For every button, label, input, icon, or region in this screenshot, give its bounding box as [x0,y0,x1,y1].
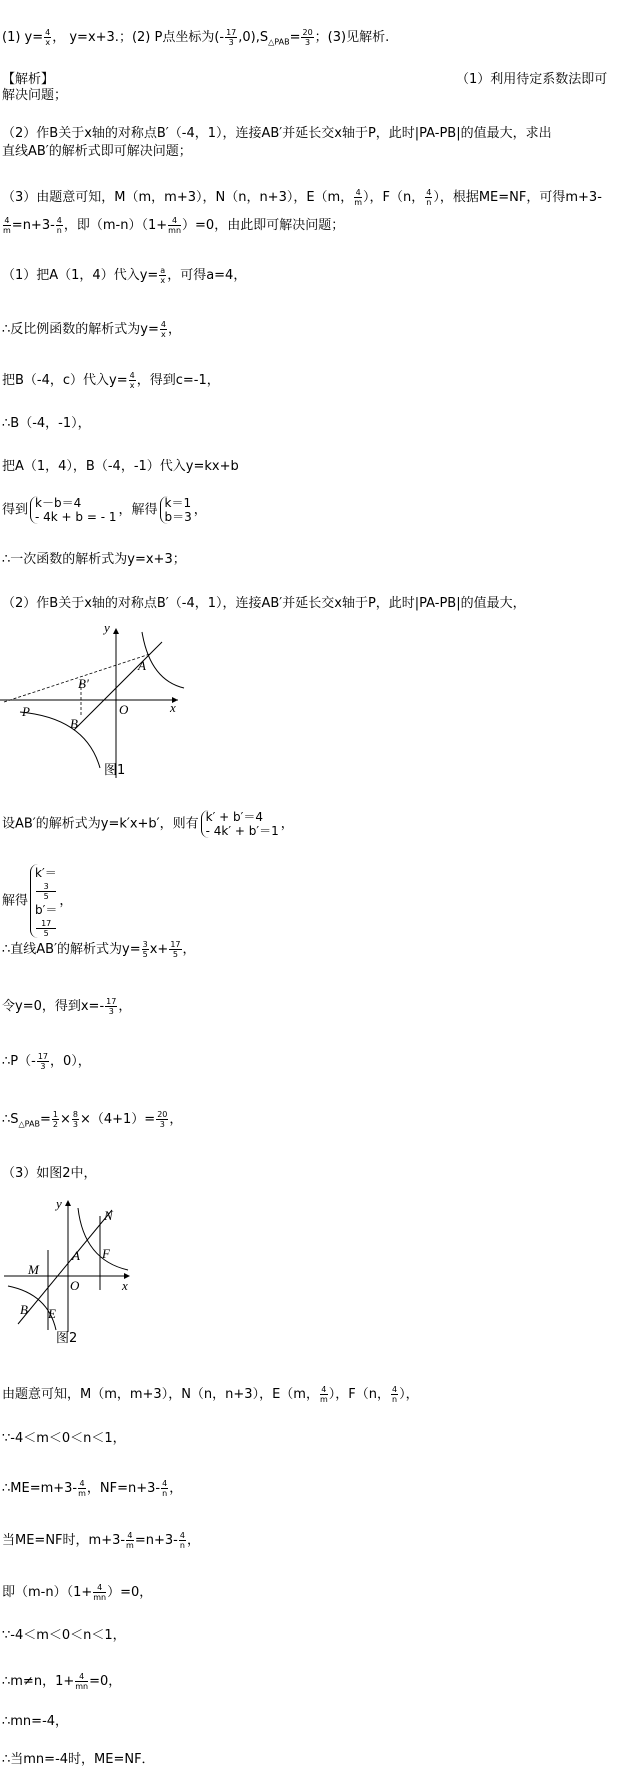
label-x: x [170,700,176,715]
fraction: $\frac{4}{x}$ [45,28,51,47]
hyperbola-branch-1 [142,632,184,688]
equation-solution: k＝1 b＝3 [160,496,192,524]
line-ab-prime [4,654,150,702]
solution-step-1: （1）把A（1，4）代入y= $\frac{a}{x}$ ，可得a=4， [2,266,247,285]
solution-step-2: ∴反比例函数的解析式为y= $\frac{4}{x}$ ， [2,320,181,339]
solution-step-15: （3）如图2中， [2,1166,97,1181]
fraction: $\frac{17}{3}$ [226,28,237,47]
solution-step-3: 把B（-4，c）代入y= $\frac{4}{x}$ ，得到c=-1， [2,371,220,390]
analysis-part3-line2: $\frac{4}{m}$ =n+3- $\frac{4}{n}$ ，即（m-n）（1+ $\frac{4}{mn}$ ）=0，由此即可解决问题； [3,216,345,235]
solution-step-8: （2）作B关于x轴的对称点B′（-4，1），连接AB′并延长交x轴于P，此时|PA-PB|的值最大， [2,596,526,611]
solution-step-7: ∴一次函数的解析式为y=x+3； [2,552,186,567]
label-bprime: B′ [78,676,89,691]
label-y: y [104,620,110,635]
label-b: B [20,1302,28,1317]
solution-step-9: 设AB′的解析式为y=k′x+b′，则有 k′ + b′＝4 - 4k′ + b′＝1 ， [2,810,294,838]
label-f: F [102,1246,110,1261]
y-axis-arrow [65,1200,71,1206]
equation-system: k－b＝4 - 4k + b = - 1 [30,496,117,524]
solution-step-4: ∴B（-4，-1）， [2,416,91,431]
label-m: M [28,1262,39,1277]
label-p: P [22,704,30,719]
solution-step-23: ∴mn=-4， [2,1714,69,1729]
solution-step-12: 令y=0，得到x=- $\frac{17}{3}$ ， [2,997,132,1016]
solution-step-6: 得到 k－b＝4 - 4k + b = - 1 ，解得 k＝1 b＝3 ， [2,496,207,524]
solution-step-22: ∴m≠n，1+ $\frac{4}{mn}$ =0， [2,1672,122,1691]
label-y: y [56,1196,62,1211]
solution-step-17: ∵-4＜m＜0＜n＜1， [2,1431,126,1446]
y-axis-arrow [113,628,119,634]
label-a: A [138,658,146,673]
analysis-part1: （1）利用待定系数法即可 [456,72,608,87]
caption-fig1: 图1 [104,763,126,778]
equation-solution: k′＝ 3 5 b′＝ 17 5 [30,864,57,938]
solution-step-16: 由题意可知，M（m，m+3），N（n，n+3），E（m， $\frac{4}{m}$ ），F（n， $\frac{4}{n}$ ）， [2,1385,419,1404]
equation-system: k′ + b′＝4 - 4k′ + b′＝1 [201,810,279,838]
solution-step-18: ∴ME=m+3- $\frac{4}{m}$ ，NF=n+3- $\frac{4}{n}$ ， [2,1479,183,1498]
fraction: $\frac{20}{3}$ [302,28,313,47]
label-o: O [119,702,129,717]
analysis-heading: 【解析】 [2,72,55,87]
label-a: A [72,1248,80,1263]
analysis-part2-line1: （2）作B关于x轴的对称点B′（-4，1），连接AB′并延长交x轴于P，此时|PA-PB|的值最大，求出 [2,126,552,141]
solution-step-10: 解得 k′＝ 3 5 b′＝ 17 5 ， [2,866,73,938]
label-e: E [48,1306,56,1321]
solution-step-11: ∴直线AB′的解析式为y= $\frac{3}{5}$ x+ $\frac{17}{5}$ ， [2,940,196,959]
label-o: O [70,1278,80,1293]
label-b: B [70,716,78,731]
solution-step-20: 即（m-n）（1+ $\frac{4}{mn}$ ）=0， [2,1583,153,1602]
solution-step-14: $\therefore S_{\triangle PAB}=$ $\frac{1}{2}$ × $\frac{8}{3}$ ×（4+1）= $\frac{20}{3}$ ， [2,1110,183,1129]
solution-step-24: ∴当mn=-4时，ME=NF． [2,1752,155,1767]
label-x: x [122,1278,128,1293]
analysis-part2-line2: 直线AB′的解析式即可解决问题； [2,144,192,159]
figure-2 [0,1190,140,1345]
analysis-part3-line1: （3）由题意可知，M（m，m+3），N（n，n+3），E（m， $\frac{4}{m}$ ），F（n， $\frac{4}{n}$ ），根据ME=NF，可得m+3- [2,188,602,207]
figure-1 [0,620,190,780]
analysis-part1-cont: 解决问题； [2,88,68,103]
solution-step-19: 当ME=NF时，m+3- $\frac{4}{m}$ =n+3- $\frac{4}{n}$ ， [2,1531,200,1550]
hyperbola-branch-2 [20,712,100,768]
caption-fig2: 图2 [56,1331,78,1345]
answer-summary: (1) y= $\frac{4}{x}$ ， y=x+3.；(2) P点坐标为(- $\frac{17}{3}$ $,0),S_{\triangle PAB}=$ $\frac{20}{3}$ ；(3)见解析. [2,28,390,47]
solution-step-13: ∴P（- $\frac{17}{3}$ ，0）， [2,1052,91,1071]
solution-step-21: ∵-4＜m＜0＜n＜1， [2,1628,126,1643]
solution-step-5: 把A（1，4），B（-4，-1）代入y=kx+b [2,459,239,474]
label-n: N [104,1208,113,1223]
